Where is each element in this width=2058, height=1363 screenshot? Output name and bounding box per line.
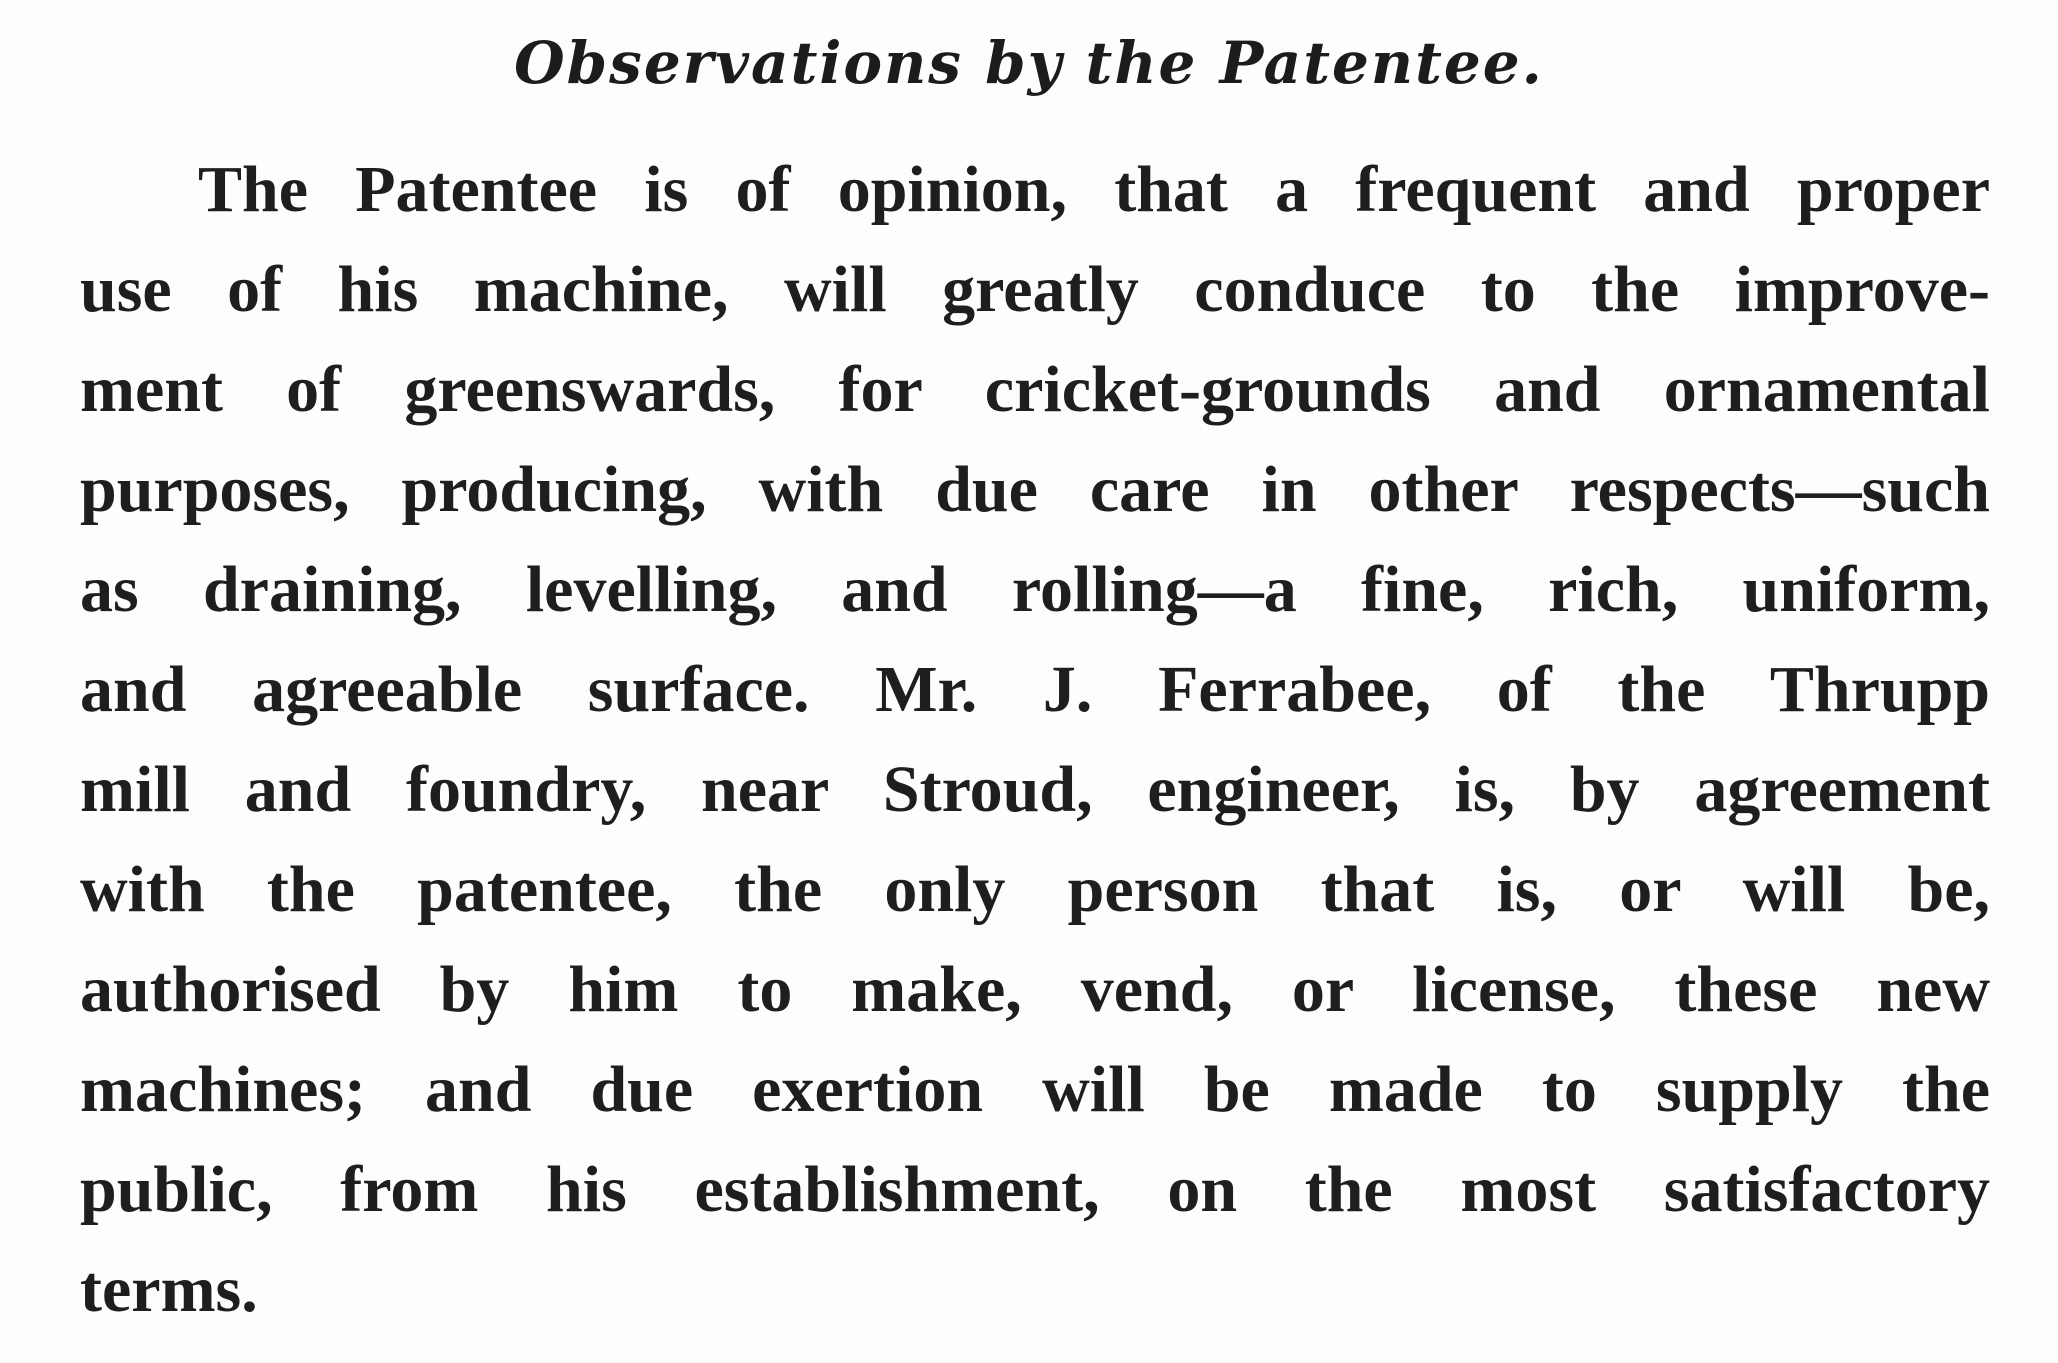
paragraph-line: with the patentee, the only person that is, or will be, [80,853,1990,926]
paragraph-line: and agreeable surface. Mr. J. Ferrabee, of the Thrupp [80,653,1990,726]
paragraph-line: public, from his establishment, on the most satisfactory [80,1153,1990,1226]
paragraph-line: use of his machine, will greatly conduce to the improve- [80,253,1990,326]
paragraph-line: purposes, producing, with due care in other respects—such [80,453,1990,526]
paragraph-line: mill and foundry, near Stroud, engineer, is, by agreement [80,753,1990,826]
paragraph-line: machines; and due exertion will be made to supply the [80,1053,1990,1126]
paragraph-line: authorised by him to make, vend, or license, these new [80,953,1990,1026]
paragraph-line: as draining, levelling, and rolling—a fine, rich, uniform, [80,553,1990,626]
section-heading: Observations by the Patentee. [514,29,1544,97]
body-paragraph [80,140,1990,1340]
paragraph-line: The Patentee is of opinion, that a frequent and proper [198,153,1990,226]
paragraph-line: terms. [80,1253,258,1326]
paragraph-line: ment of greenswards, for cricket-grounds and ornamental [80,353,1990,426]
